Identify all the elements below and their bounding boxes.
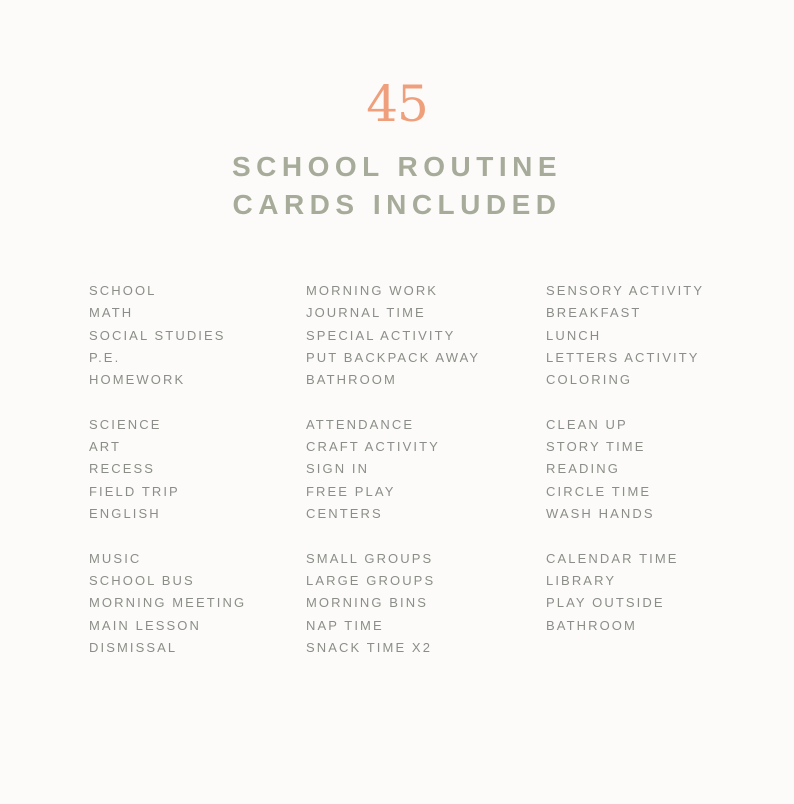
list-item: CALENDAR TIME xyxy=(546,550,679,566)
card-group xyxy=(89,548,246,659)
list-item: SMALL GROUPS xyxy=(306,550,434,566)
card-group xyxy=(546,280,704,391)
list-item: SCHOOL BUS xyxy=(89,573,195,589)
card-group xyxy=(306,548,480,659)
list-item: LIBRARY xyxy=(546,573,617,589)
list-item: MATH xyxy=(89,305,134,321)
list-item: ENGLISH xyxy=(89,506,161,522)
list-item: CENTERS xyxy=(306,506,383,522)
list-item: RECESS xyxy=(89,461,156,477)
card-list-column-3 xyxy=(546,280,704,659)
list-item: ART xyxy=(89,439,122,455)
list-item: SCIENCE xyxy=(89,416,162,432)
list-item: COLORING xyxy=(546,372,633,388)
card-count: 45 xyxy=(366,75,428,133)
list-item: CRAFT ACTIVITY xyxy=(306,439,440,455)
list-item: DISMISSAL xyxy=(89,639,178,655)
list-item: PUT BACKPACK AWAY xyxy=(306,349,481,365)
list-item: LARGE GROUPS xyxy=(306,573,436,589)
card-group xyxy=(546,414,704,525)
list-item: WASH HANDS xyxy=(546,506,655,522)
list-item: CIRCLE TIME xyxy=(546,483,652,499)
list-item: P.E. xyxy=(89,349,121,365)
list-item: SIGN IN xyxy=(306,461,370,477)
card-group xyxy=(306,280,480,391)
card-group xyxy=(89,414,246,525)
list-item: LETTERS ACTIVITY xyxy=(546,349,700,365)
title-line-2: CARDS INCLUDED xyxy=(232,189,562,220)
card-list-column-2 xyxy=(306,280,480,682)
list-item: SOCIAL STUDIES xyxy=(89,327,226,343)
list-item: ATTENDANCE xyxy=(306,416,415,432)
card-group xyxy=(89,280,246,391)
card-group xyxy=(546,548,704,637)
list-item: MORNING MEETING xyxy=(89,595,247,611)
list-item: SPECIAL ACTIVITY xyxy=(306,327,456,343)
list-item: PLAY OUTSIDE xyxy=(546,595,665,611)
list-item: NAP TIME xyxy=(306,617,384,633)
list-item: BREAKFAST xyxy=(546,305,642,321)
title-line-1: SCHOOL ROUTINE xyxy=(231,151,563,182)
list-item: MUSIC xyxy=(89,550,142,566)
list-item: BATHROOM xyxy=(306,372,397,388)
page-title xyxy=(0,148,794,224)
list-item: SCHOOL xyxy=(89,283,157,298)
card-group xyxy=(306,414,480,525)
list-item: SNACK TIME X2 xyxy=(306,639,433,655)
list-item: STORY TIME xyxy=(546,439,646,455)
list-item: HOMEWORK xyxy=(89,372,186,388)
list-item: FIELD TRIP xyxy=(89,483,180,499)
list-item: MORNING BINS xyxy=(306,595,428,611)
list-item: FREE PLAY xyxy=(306,483,396,499)
list-item: MAIN LESSON xyxy=(89,617,201,633)
list-item: SENSORY ACTIVITY xyxy=(546,283,705,298)
list-item: READING xyxy=(546,461,620,477)
list-item: CLEAN UP xyxy=(546,416,628,432)
list-item: JOURNAL TIME xyxy=(306,305,426,321)
list-item: MORNING WORK xyxy=(306,283,439,298)
list-item: LUNCH xyxy=(546,327,602,343)
card-list-column-1 xyxy=(89,280,246,682)
list-item: BATHROOM xyxy=(546,617,637,633)
